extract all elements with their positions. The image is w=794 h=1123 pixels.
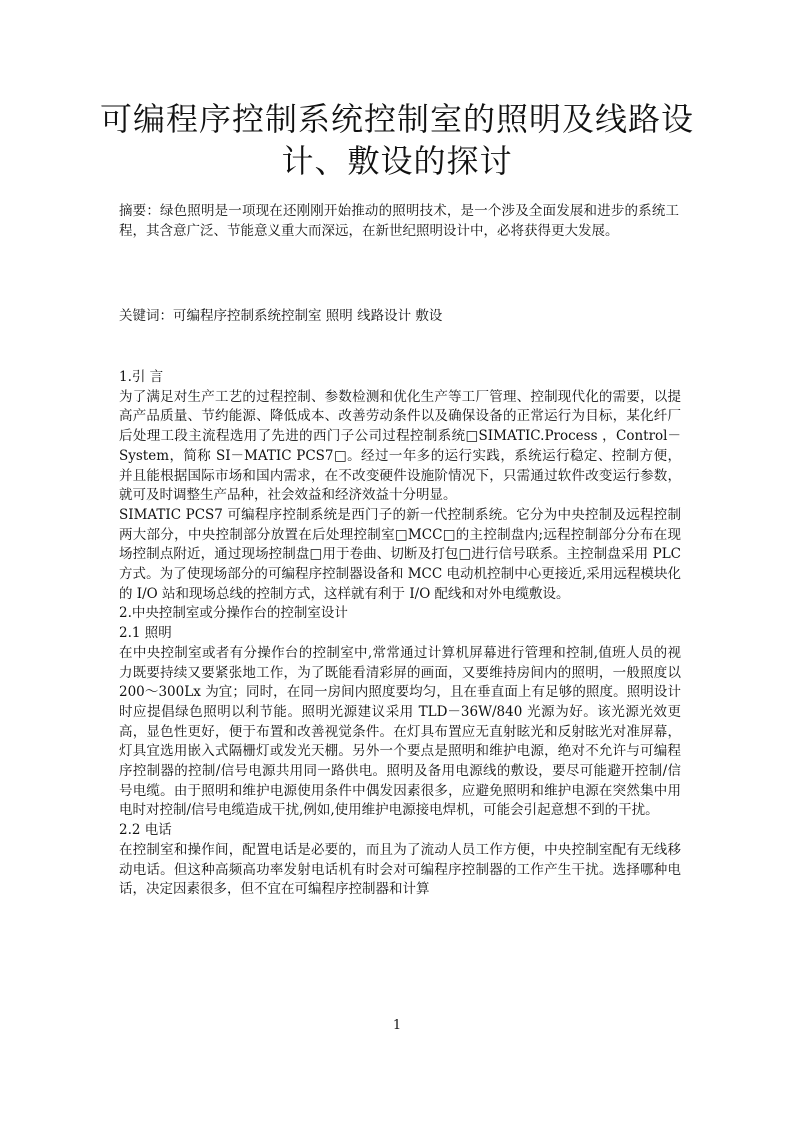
- section-1-paragraph-1: 为了满足对生产工艺的过程控制、参数检测和优化生产等工厂管理、控制现代化的需要，以提高产品质量、节约能源、降低成本、改善劳动条件以及确保设备的正常运行为目标，某化纤厂后处理工段主流程选用了先进的西门子公司过程控制系统□SIMATIC.Process ，Control－System，简称 SI－MATIC PCS7□。经过一年多的运行实践，系统运行稳定、控制方便，并且能根据国际市场和国内需求，在不改变硬件设施阶情况下，只需通过软件改变运行参数，就可及时调整生产品种，社会效益和经济效益十分明显。: [119, 388, 681, 504]
- abstract: 摘要：绿色照明是一项现在还刚刚开始推动的照明技术，是一个涉及全面发展和进步的系统工程，其含意广泛、节能意义重大而深远，在新世纪照明设计中，必将获得更大发展。: [119, 203, 679, 239]
- keywords: 关键词：可编程序控制系统控制室 照明 线路设计 敷设: [119, 308, 443, 324]
- document-title: 可编程序控制系统控制室的照明及线路设计、敷设的探讨: [100, 100, 695, 180]
- section-1-heading: 1.引 言: [119, 369, 164, 385]
- section-2-1-heading: 2.1 照明: [119, 625, 172, 642]
- section-2-2-paragraph: 在控制室和操作间，配置电话是必要的，而且为了流动人员工作方便，中央控制室配有无线移动电话。但这种高频高功率发射电话机有时会对可编程序控制器的工作产生干扰。选择哪种电话，决定因素很多，但不宜在可编程序控制器和计算: [119, 841, 681, 898]
- page-number: 1: [392, 1018, 402, 1033]
- document-body: [119, 368, 681, 900]
- section-2-2-heading: 2.2 电话: [119, 822, 172, 839]
- section-2-heading: 2.中央控制室或分操作台的控制室设计: [119, 605, 348, 622]
- section-1-paragraph-2: SIMATIC PCS7 可编程序控制系统是西门子的新一代控制系统。它分为中央控制及远程控制两大部分，中央控制部分放置在后处理控制室□MCC□的主控制盘内;远程控制部分分布在现场控制点附近，通过现场控制盘□用于卷曲、切断及打包□进行信号联系。主控制盘采用 PLC 方式。为了使现场部分的可编程序控制器设备和 MCC 电动机控制中心更接近,采用远程模块化的 I/O 站和现场总线的控制方式，这样就有利于 I/O 配线和对外电缆敷设。: [119, 506, 681, 602]
- section-2-1-paragraph: 在中央控制室或者有分操作台的控制室中,常常通过计算机屏幕进行管理和控制,值班人员的视力既要持续又要紧张地工作，为了既能看清彩屏的画面，又要维持房间内的照明，一般照度以 200～300Lx 为宜；同时，在同一房间内照度要均匀，且在垂直面上有足够的照度。照明设计时应提倡绿色照明以利节能。照明光源建议采用 TLD－36W/840 光源为好。该光源光效更高，显色性更好，便于布置和改善视觉条件。在灯具布置应无直射眩光和反射眩光对准屏幕，灯具宜选用嵌入式隔栅灯或发光天棚。另外一个要点是照明和维护电源，绝对不允许与可编程序控制器的控制/信号电源共用同一路供电。照明及备用电源线的敷设，要尽可能避开控制/信号电缆。由于照明和维护电源使用条件中偶发因素很多，应避免照明和维护电源在突然集中用电时对控制/信号电缆造成干扰,例如,使用维护电源接电焊机，可能会引起意想不到的干扰。: [119, 644, 681, 819]
